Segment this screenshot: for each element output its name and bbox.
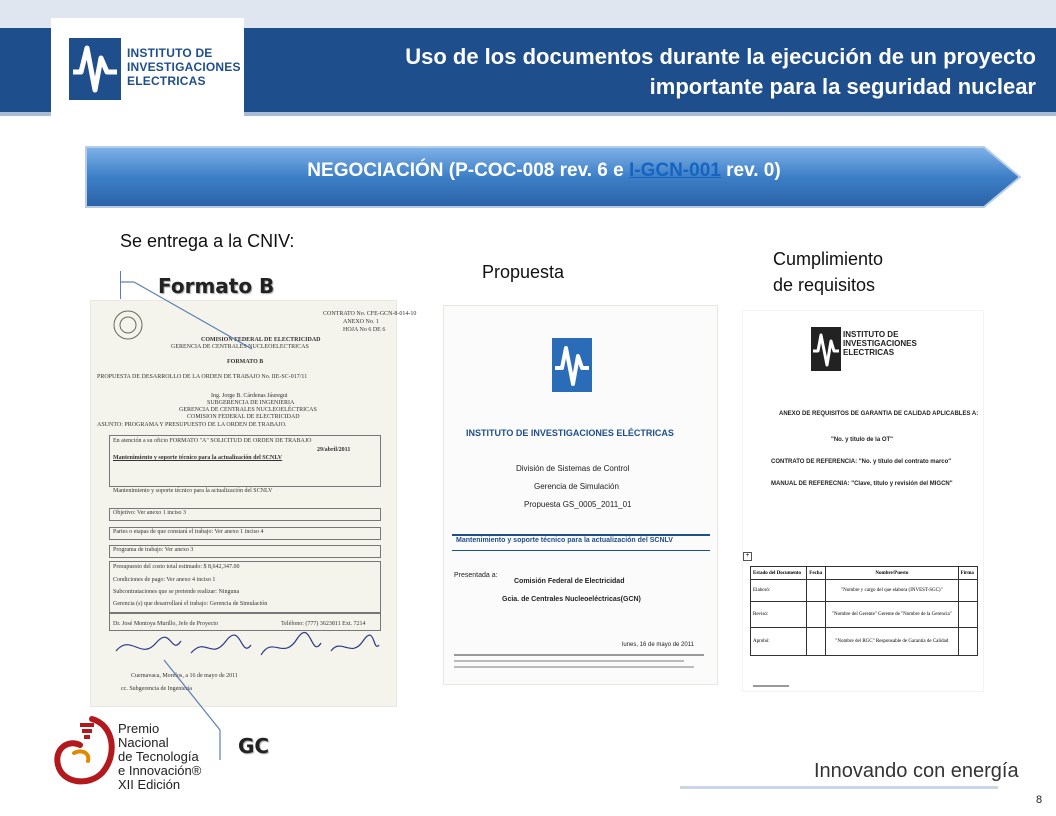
- cumplimiento-label: Cumplimiento de requisitos: [773, 249, 884, 295]
- formato-b-tag: Formato B: [158, 274, 275, 298]
- propuesta-label: Propuesta: [482, 262, 565, 282]
- propuesta-document: INSTITUTO DE INVESTIGACIONES ELÉCTRICAS División de Sistemas de Control Gerencia de Simulación Propuesta GS_0005_2011_01 Mantenimiento y soporte técnico para la actualización del SCNLV Presentada a: Comisión Federal de Electricidad Gcia. de Centrales Nucleoeléctricas(GCN) lunes, 16 de mayo de 2011: [443, 305, 718, 685]
- premio-nacional-logo-icon: [52, 715, 120, 787]
- signatures-table: Estado del Documento Fecha Nombre/Puesto Firma Elaboró: "Nombre y cargo del que elabora (INVEST-SGC)" Revisó: "Nombre del Gerente" Gerente de "Nombre de la Gerencia" Aprobó: "Nombre del RGC" Responsable de Garantía de Calidad: [750, 566, 978, 656]
- banner-text: NEGOCIACIÓN (P-COC-008 rev. 6 e I-GCN-001 rev. 0): [307, 160, 781, 181]
- page-title: Uso de los documentos durante la ejecución de un proyecto importante para la seguridad nuclear: [405, 44, 1036, 99]
- cumplimiento-document: INSTITUTO DE INVESTIGACIONES ELECTRICAS ANEXO DE REQUISITOS DE GARANTIA DE CALIDAD APLICABLES A: "No. y título de la OT" CONTRATO DE REFERENCIA: "No. y título del contrato marco" MANUAL DE REFERECNIA: "Clave, título y revisión del MIGCN" + Estado del Documento Fecha Nombre/Puesto Firma Elaboró: "Nombre y cargo del que elabora (INVEST-SGC)" Revisó: "Nombre del Gerente" Gerente de "Nombre de la Gerencia" Aprobó: "Nombre del RGC" Responsable de Garantía de Calidad: [742, 310, 984, 692]
- delivered-label: Se entrega a la CNIV:: [120, 231, 295, 251]
- slogan: Innovando con energía: [814, 760, 1019, 782]
- page-number: 8: [1036, 794, 1043, 806]
- footer-divider: [680, 786, 998, 789]
- i-gcn-001-link[interactable]: I-GCN-001: [628, 160, 721, 181]
- iie-logo-text: INSTITUTO DE INVESTIGACIONES ELECTRICAS: [127, 46, 241, 88]
- iie-logo-small-icon: [811, 327, 841, 371]
- premio-nacional-text: Premio Nacional de Tecnología e Innovación® XII Edición: [118, 721, 202, 792]
- iie-logo-icon: [552, 338, 592, 392]
- gc-tag: GC: [238, 734, 270, 758]
- formato-b-document: CONTRATO No. CFE-GCN-8-014-10 ANEXO No. 1 HOJA No 6 DE 6 COMISION FEDERAL DE ELECTRICIDAD GERENCIA DE CENTRALES NUCLEOELECTRICAS FORMATO B PROPUESTA DE DESARROLLO DE LA ORDEN DE TRABAJO No. IIE-SC-017/11 Ing. Jorge B. Cárdenas Jáuregui SUBGERENCIA DE INGENIERIA GERENCIA DE CENTRALES NUCLEOELÉCTRICAS COMISION FEDERAL DE ELECTRICIDAD ASUNTO: PROGRAMA Y PRESUPUESTO DE LA ORDEN DE TRABAJO. En atención a su oficio FORMATO "A" SOLICITUD DE ORDEN DE TRABAJO 29/abril/2011 Mantenimiento y soporte técnico para la actualización del SCNLV Mantenimiento y soporte técnico para la actualización del SCNLV Objetivo: Ver anexo 1 inciso 3 Partes o etapas de que constará el trabajo: Ver anexo 1 inciso 4 Programa de trabajo: Ver anexo 3 Presupuesto del costo total estimado: $ 8,642,347.00 Condiciones de pago: Ver anexo 4 inciso 1 Subcontrataciones que se pretende realizar: Ninguna Gerencia (s) que desarrollará el trabajo: Gerencia de Simulación Dr. José Montoya Murillo, Jefe de Proyecto Teléfono: (777) 3623811 Ext. 7214 Cuernavaca, Morelos, a 16 de mayo de 2011 cc. Subgerencia de Ingeniería: [90, 300, 397, 707]
